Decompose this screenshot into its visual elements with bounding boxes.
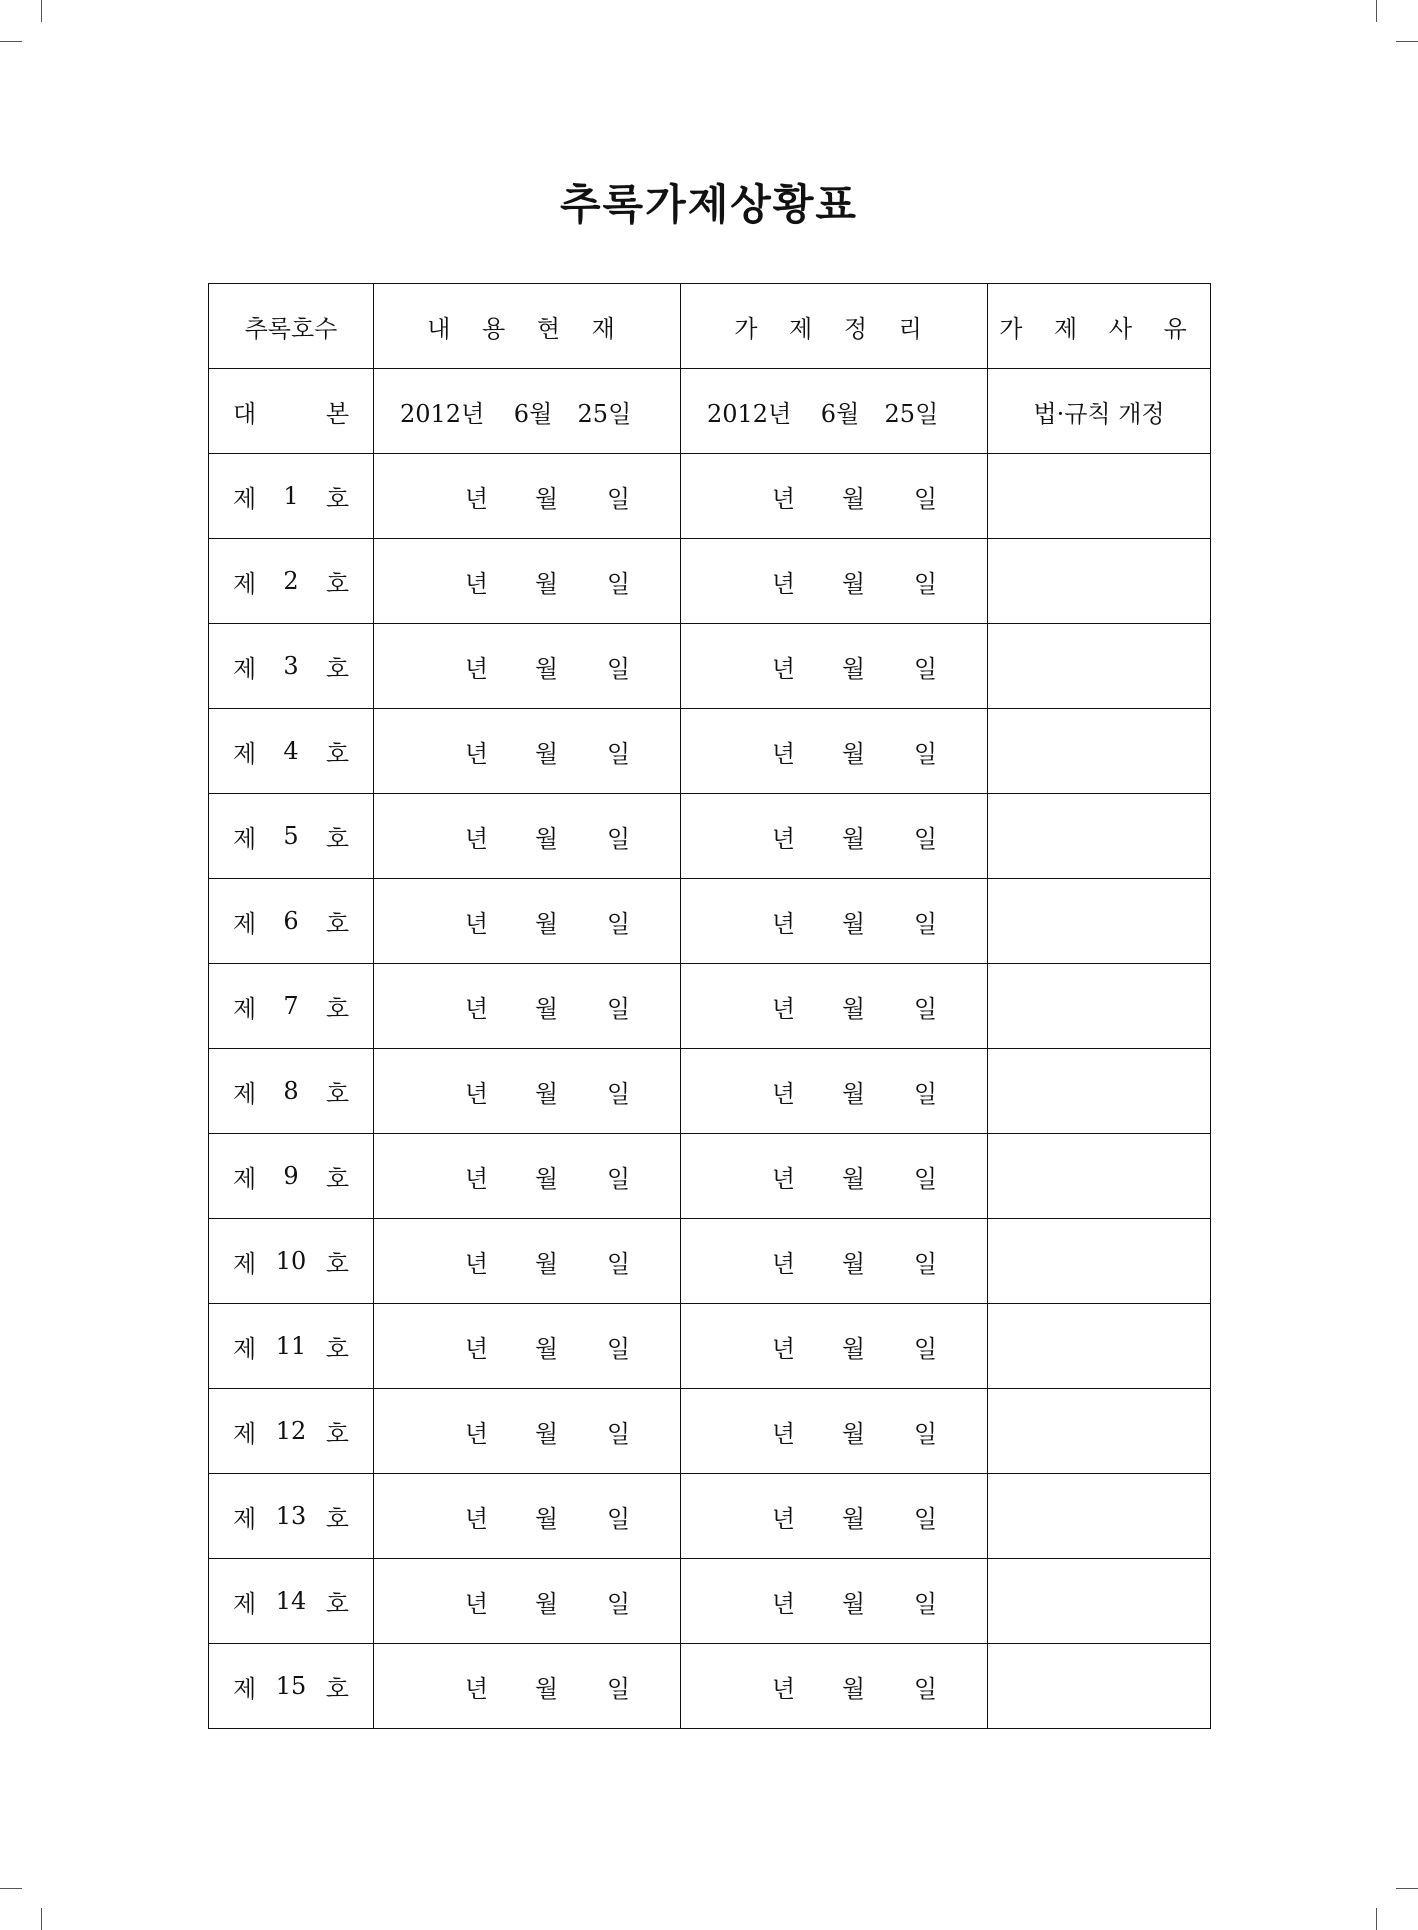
current-year-unit: 년	[464, 739, 488, 768]
current-day-unit: 일	[606, 569, 630, 598]
crop-mark-top-left	[41, 0, 42, 22]
current-day-unit: 일	[606, 1164, 630, 1193]
organized-year-unit: 년	[771, 909, 795, 938]
current-date-cell	[374, 1474, 681, 1559]
row-number: 14	[275, 1587, 307, 1615]
organized-date-cell	[681, 454, 988, 539]
organized-year-unit: 년	[771, 739, 795, 768]
organized-date-cell	[681, 1389, 988, 1474]
base-label-right: 본	[325, 399, 349, 428]
base-label-left: 대	[233, 399, 257, 428]
organized-date-cell	[681, 1559, 988, 1644]
row-suffix: 호	[325, 1164, 349, 1193]
organized-year-unit: 년	[771, 569, 795, 598]
base-organized-month: 6월	[820, 399, 860, 428]
row-number-cell	[209, 964, 374, 1049]
current-month-unit: 월	[534, 1674, 558, 1703]
base-row	[209, 369, 1211, 454]
organized-day-unit: 일	[913, 994, 937, 1023]
row-suffix: 호	[325, 1674, 349, 1703]
row-number-cell	[209, 624, 374, 709]
row-number: 7	[283, 992, 299, 1020]
organized-month-unit: 월	[841, 1419, 865, 1448]
organized-day-unit: 일	[913, 739, 937, 768]
table-row	[209, 1134, 1211, 1219]
row-number-cell	[209, 454, 374, 539]
organized-date-cell	[681, 624, 988, 709]
current-date-cell	[374, 1389, 681, 1474]
organized-day-unit: 일	[913, 1249, 937, 1278]
base-current-day: 25일	[577, 399, 632, 428]
header-supplement-number: 추록호수	[209, 284, 374, 369]
organized-day-unit: 일	[913, 1419, 937, 1448]
organized-month-unit: 월	[841, 654, 865, 683]
organized-day-unit: 일	[913, 654, 937, 683]
page-title: 추록가제상황표	[559, 180, 858, 229]
current-date-cell	[374, 624, 681, 709]
current-month-unit: 월	[534, 739, 558, 768]
organized-year-unit: 년	[771, 1079, 795, 1108]
row-number: 12	[275, 1417, 307, 1445]
current-day-unit: 일	[606, 739, 630, 768]
row-number: 4	[283, 737, 299, 765]
table-row	[209, 1559, 1211, 1644]
organized-month-unit: 월	[841, 1674, 865, 1703]
current-year-unit: 년	[464, 824, 488, 853]
organized-date-cell	[681, 1644, 988, 1729]
organized-day-unit: 일	[913, 1589, 937, 1618]
row-prefix: 제	[233, 1249, 257, 1278]
current-day-unit: 일	[606, 1249, 630, 1278]
row-prefix: 제	[233, 994, 257, 1023]
reason-cell	[988, 794, 1211, 879]
organized-year-unit: 년	[771, 1419, 795, 1448]
current-year-unit: 년	[464, 909, 488, 938]
current-month-unit: 월	[534, 1079, 558, 1108]
current-month-unit: 월	[534, 994, 558, 1023]
row-number-cell	[209, 1474, 374, 1559]
row-number-cell	[209, 1134, 374, 1219]
header-current-content: 내 용 현 재	[374, 284, 681, 369]
current-date-cell	[374, 1049, 681, 1134]
current-year-unit: 년	[464, 1334, 488, 1363]
organized-month-unit: 월	[841, 484, 865, 513]
organized-month-unit: 월	[841, 1334, 865, 1363]
table-row	[209, 1219, 1211, 1304]
organized-year-unit: 년	[771, 1334, 795, 1363]
organized-year-unit: 년	[771, 1504, 795, 1533]
current-month-unit: 월	[534, 1589, 558, 1618]
row-prefix: 제	[233, 654, 257, 683]
current-day-unit: 일	[606, 1589, 630, 1618]
current-date-cell	[374, 539, 681, 624]
organized-date-cell	[681, 879, 988, 964]
organized-year-unit: 년	[771, 1674, 795, 1703]
base-current-year: 2012년	[400, 399, 485, 428]
row-number: 10	[275, 1247, 307, 1275]
row-number: 8	[283, 1077, 299, 1105]
current-month-unit: 월	[534, 484, 558, 513]
organized-month-unit: 월	[841, 1504, 865, 1533]
organized-year-unit: 년	[771, 654, 795, 683]
table-row	[209, 1474, 1211, 1559]
current-date-cell	[374, 454, 681, 539]
current-year-unit: 년	[464, 994, 488, 1023]
row-prefix: 제	[233, 569, 257, 598]
organized-month-unit: 월	[841, 824, 865, 853]
organized-month-unit: 월	[841, 994, 865, 1023]
row-prefix: 제	[233, 1589, 257, 1618]
row-suffix: 호	[325, 1079, 349, 1108]
reason-cell	[988, 1389, 1211, 1474]
row-number-cell	[209, 1219, 374, 1304]
row-suffix: 호	[325, 824, 349, 853]
row-suffix: 호	[325, 1334, 349, 1363]
row-prefix: 제	[233, 909, 257, 938]
organized-month-unit: 월	[841, 909, 865, 938]
current-day-unit: 일	[606, 1419, 630, 1448]
current-date-cell	[374, 1304, 681, 1389]
current-day-unit: 일	[606, 1334, 630, 1363]
current-month-unit: 월	[534, 909, 558, 938]
reason-cell	[988, 879, 1211, 964]
current-month-unit: 월	[534, 1334, 558, 1363]
table-row	[209, 1049, 1211, 1134]
table-row	[209, 709, 1211, 794]
table-row	[209, 1304, 1211, 1389]
current-month-unit: 월	[534, 654, 558, 683]
row-suffix: 호	[325, 1589, 349, 1618]
row-number-cell	[209, 794, 374, 879]
organized-day-unit: 일	[913, 484, 937, 513]
reason-cell	[988, 1474, 1211, 1559]
reason-cell	[988, 964, 1211, 1049]
organized-date-cell	[681, 1474, 988, 1559]
current-day-unit: 일	[606, 909, 630, 938]
organized-month-unit: 월	[841, 739, 865, 768]
base-organized-year: 2012년	[707, 399, 792, 428]
current-year-unit: 년	[464, 654, 488, 683]
row-prefix: 제	[233, 1079, 257, 1108]
current-date-cell	[374, 1219, 681, 1304]
table-row	[209, 539, 1211, 624]
organized-month-unit: 월	[841, 1589, 865, 1618]
organized-month-unit: 월	[841, 1249, 865, 1278]
row-prefix: 제	[233, 824, 257, 853]
row-number: 11	[275, 1332, 307, 1360]
row-number: 6	[283, 907, 299, 935]
crop-mark-bottom-left	[41, 1908, 42, 1930]
organized-year-unit: 년	[771, 824, 795, 853]
organized-day-unit: 일	[913, 1334, 937, 1363]
current-year-unit: 년	[464, 1589, 488, 1618]
header-insert-organize: 가 제 정 리	[681, 284, 988, 369]
reason-cell	[988, 624, 1211, 709]
table-row	[209, 624, 1211, 709]
row-prefix: 제	[233, 1164, 257, 1193]
organized-month-unit: 월	[841, 569, 865, 598]
organized-date-cell	[681, 1134, 988, 1219]
row-prefix: 제	[233, 1674, 257, 1703]
organized-year-unit: 년	[771, 994, 795, 1023]
current-month-unit: 월	[534, 1249, 558, 1278]
current-day-unit: 일	[606, 654, 630, 683]
base-current-month: 6월	[513, 399, 553, 428]
organized-date-cell	[681, 539, 988, 624]
organized-month-unit: 월	[841, 1164, 865, 1193]
current-month-unit: 월	[534, 569, 558, 598]
organized-day-unit: 일	[913, 909, 937, 938]
organized-day-unit: 일	[913, 569, 937, 598]
row-number-cell	[209, 879, 374, 964]
crop-mark-top-left-h	[0, 41, 22, 42]
row-prefix: 제	[233, 1504, 257, 1533]
organized-day-unit: 일	[913, 1164, 937, 1193]
current-date-cell	[374, 1559, 681, 1644]
current-month-unit: 월	[534, 1504, 558, 1533]
row-number-cell	[209, 539, 374, 624]
row-number-cell	[209, 1049, 374, 1134]
row-prefix: 제	[233, 739, 257, 768]
organized-day-unit: 일	[913, 1504, 937, 1533]
current-day-unit: 일	[606, 1674, 630, 1703]
current-month-unit: 월	[534, 1419, 558, 1448]
base-label-cell	[209, 369, 374, 454]
row-number: 3	[283, 652, 299, 680]
reason-cell	[988, 1134, 1211, 1219]
row-number-cell	[209, 709, 374, 794]
current-date-cell	[374, 1134, 681, 1219]
row-number: 13	[275, 1502, 307, 1530]
row-suffix: 호	[325, 909, 349, 938]
table-row	[209, 1644, 1211, 1729]
table-row	[209, 1389, 1211, 1474]
table-row	[209, 454, 1211, 539]
row-prefix: 제	[233, 1334, 257, 1363]
organized-year-unit: 년	[771, 484, 795, 513]
organized-date-cell	[681, 1219, 988, 1304]
current-year-unit: 년	[464, 1419, 488, 1448]
crop-mark-bottom-right	[1376, 1908, 1377, 1930]
current-month-unit: 월	[534, 824, 558, 853]
row-suffix: 호	[325, 1419, 349, 1448]
current-date-cell	[374, 1644, 681, 1729]
crop-mark-top-right-h	[1396, 41, 1418, 42]
header-insert-reason: 가 제 사 유	[988, 284, 1211, 369]
row-number: 9	[283, 1162, 299, 1190]
crop-mark-bottom-right-h	[1396, 1888, 1418, 1889]
current-year-unit: 년	[464, 1674, 488, 1703]
row-suffix: 호	[325, 484, 349, 513]
table-row	[209, 794, 1211, 879]
row-number: 1	[283, 482, 299, 510]
current-year-unit: 년	[464, 1249, 488, 1278]
current-year-unit: 년	[464, 1504, 488, 1533]
organized-date-cell	[681, 1049, 988, 1134]
reason-cell	[988, 1049, 1211, 1134]
base-organized-day: 25일	[884, 399, 939, 428]
reason-cell	[988, 454, 1211, 539]
current-day-unit: 일	[606, 824, 630, 853]
row-number: 5	[283, 822, 299, 850]
row-number: 2	[283, 567, 299, 595]
row-number-cell	[209, 1304, 374, 1389]
row-suffix: 호	[325, 1249, 349, 1278]
organized-date-cell	[681, 964, 988, 1049]
row-suffix: 호	[325, 569, 349, 598]
current-day-unit: 일	[606, 1504, 630, 1533]
crop-mark-top-right	[1376, 0, 1377, 22]
current-day-unit: 일	[606, 994, 630, 1023]
current-year-unit: 년	[464, 484, 488, 513]
current-date-cell	[374, 964, 681, 1049]
row-suffix: 호	[325, 654, 349, 683]
base-current-date-cell	[374, 369, 681, 454]
row-suffix: 호	[325, 739, 349, 768]
current-day-unit: 일	[606, 484, 630, 513]
row-suffix: 호	[325, 1504, 349, 1533]
current-date-cell	[374, 879, 681, 964]
organized-year-unit: 년	[771, 1164, 795, 1193]
row-prefix: 제	[233, 484, 257, 513]
current-year-unit: 년	[464, 569, 488, 598]
organized-year-unit: 년	[771, 1249, 795, 1278]
base-organized-date-cell	[681, 369, 988, 454]
supplement-status-table	[208, 283, 1211, 1729]
row-number-cell	[209, 1644, 374, 1729]
current-year-unit: 년	[464, 1079, 488, 1108]
reason-cell	[988, 1644, 1211, 1729]
reason-cell	[988, 539, 1211, 624]
reason-cell	[988, 1304, 1211, 1389]
table-row	[209, 879, 1211, 964]
organized-day-unit: 일	[913, 1079, 937, 1108]
current-month-unit: 월	[534, 1164, 558, 1193]
row-number-cell	[209, 1389, 374, 1474]
organized-date-cell	[681, 1304, 988, 1389]
current-date-cell	[374, 709, 681, 794]
row-number-cell	[209, 1559, 374, 1644]
organized-date-cell	[681, 794, 988, 879]
current-day-unit: 일	[606, 1079, 630, 1108]
current-year-unit: 년	[464, 1164, 488, 1193]
reason-cell	[988, 709, 1211, 794]
reason-cell	[988, 1219, 1211, 1304]
organized-month-unit: 월	[841, 1079, 865, 1108]
organized-day-unit: 일	[913, 824, 937, 853]
row-number: 15	[275, 1672, 307, 1700]
organized-year-unit: 년	[771, 1589, 795, 1618]
crop-mark-bottom-left-h	[0, 1888, 22, 1889]
organized-date-cell	[681, 709, 988, 794]
table-header-row	[209, 284, 1211, 369]
row-prefix: 제	[233, 1419, 257, 1448]
table-row	[209, 964, 1211, 1049]
current-date-cell	[374, 794, 681, 879]
base-reason-cell: 법·규칙 개정	[988, 369, 1211, 454]
row-suffix: 호	[325, 994, 349, 1023]
organized-day-unit: 일	[913, 1674, 937, 1703]
reason-cell	[988, 1559, 1211, 1644]
